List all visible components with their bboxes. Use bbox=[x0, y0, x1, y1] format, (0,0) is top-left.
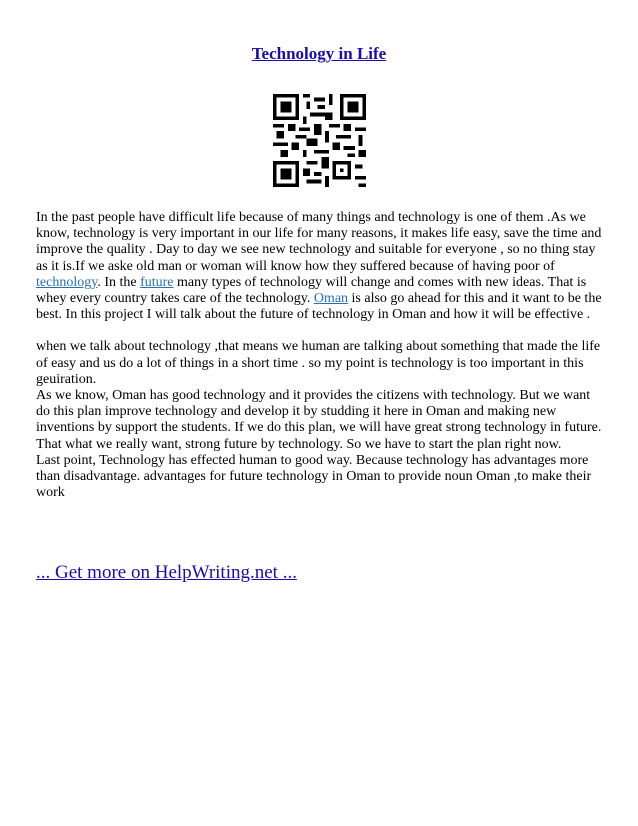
paragraph-intro-text-3: many types of technology will change and comes with new ideas. That is whey every country takes care of the technology. bbox=[36, 274, 587, 307]
future-link[interactable]: future bbox=[140, 274, 174, 290]
document-body bbox=[36, 210, 606, 501]
get-more-link[interactable]: ... Get more on HelpWriting.net ... bbox=[36, 562, 297, 583]
qr-code-icon bbox=[273, 94, 366, 187]
document-title bbox=[0, 44, 638, 64]
oman-link[interactable]: Oman bbox=[313, 291, 349, 307]
paragraph-4: Last point, Technology has effected human to good way. Because technology has advantages more than disadvantage. advantages for future technology in Oman to provide noun Oman ,to make their work bbox=[36, 452, 592, 501]
title-link[interactable]: Technology in Life bbox=[251, 44, 387, 63]
paragraph-intro-text-1: In the past people have difficult life because of many things and technology is one of them .As we know, technology is very important in our life for many reasons, it makes life easy, save the time and improve the quality . Day to day we see new technology and suitable for everyone , so no thing stay as it is.If we aske old man or woman will know how they suffered because of having poor of bbox=[36, 210, 602, 274]
paragraph-3: As we know, Oman has good technology and it provides the citizens with technology. But we want do this plan improve technology and develop it by studding it here in Oman and making new inventions by support the students. If we do this plan, we will have great strong technology in future. That what we really want, strong future by technology. So we have to start the plan right now. bbox=[36, 388, 602, 452]
paragraph-intro-text-2: . In the bbox=[97, 274, 141, 290]
paragraph-intro-text-4: is also go ahead for this and it want to be the best. In this project I will talk about the future of technology in Oman and how it will be effective . bbox=[36, 291, 602, 323]
paragraph-intro bbox=[36, 210, 606, 323]
paragraph-gap bbox=[36, 323, 606, 339]
paragraph-2: when we talk about technology ,that means we human are talking about something that made the life of easy and us do a lot of things in a short time . so my point is technology is too important in this geuiration. bbox=[36, 339, 601, 387]
technology-link[interactable]: technology bbox=[36, 274, 98, 290]
